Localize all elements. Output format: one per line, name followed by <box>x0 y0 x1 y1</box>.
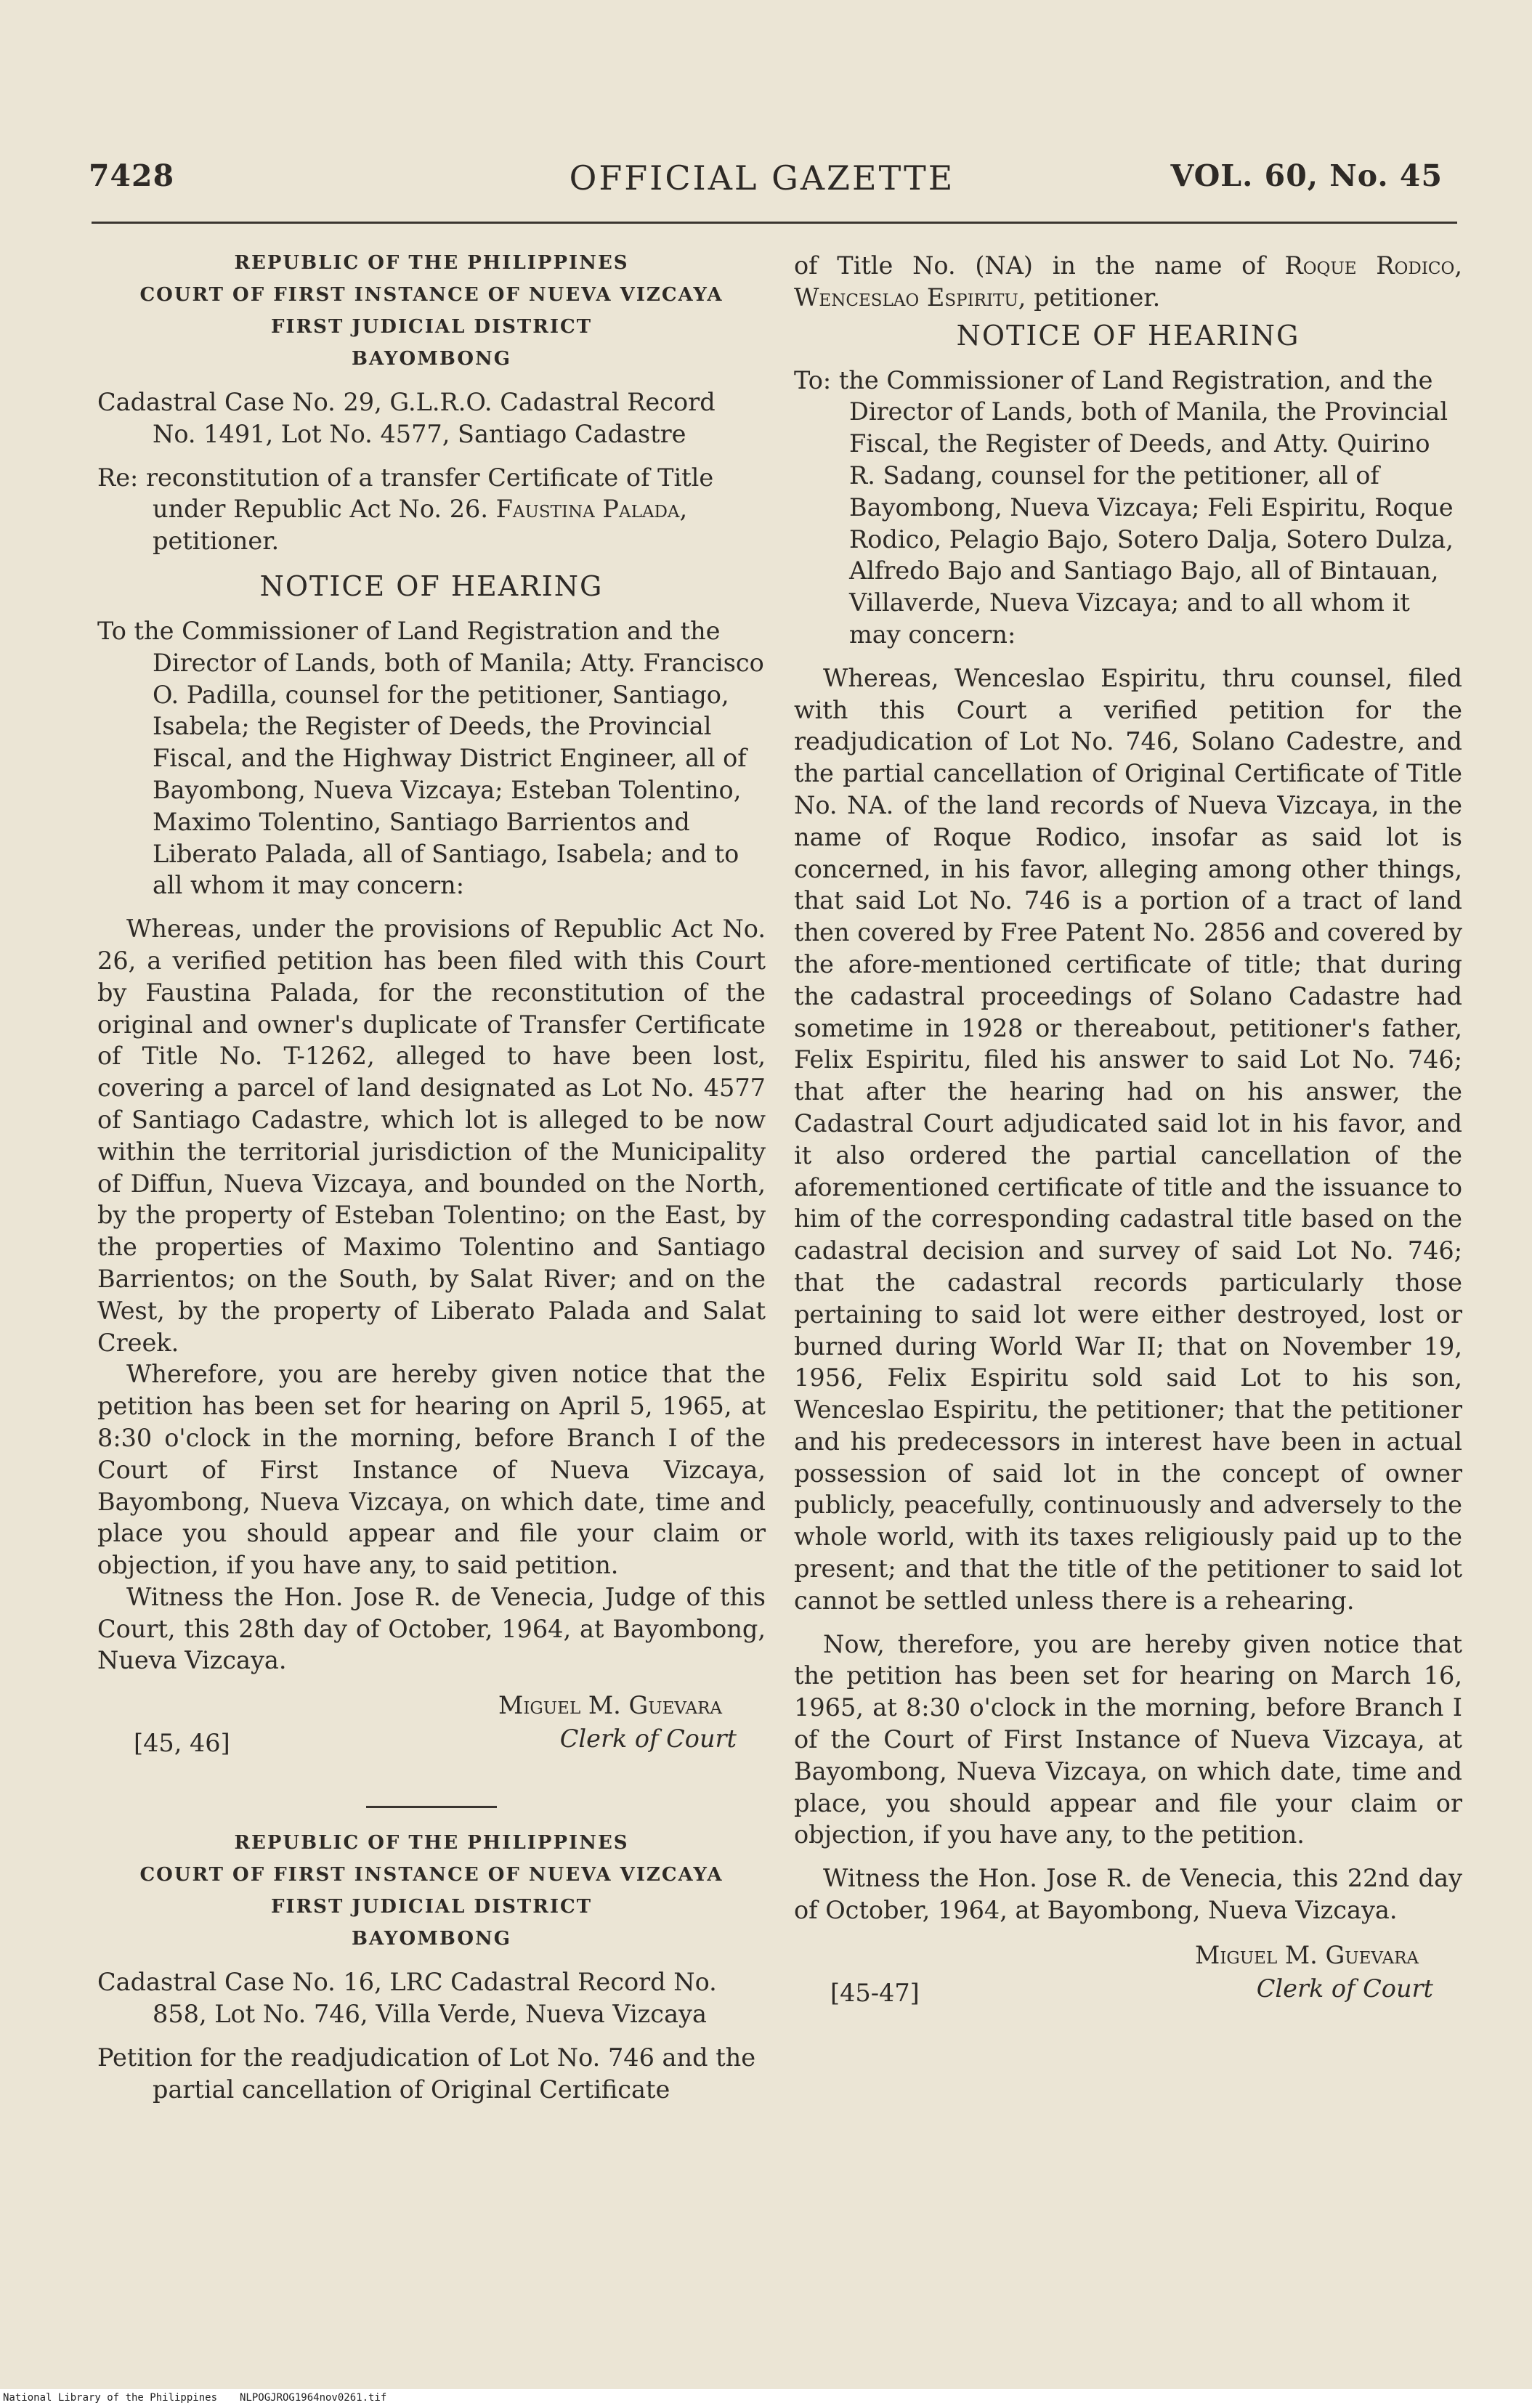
petitioner-name: Wenceslao Espiritu, <box>794 283 1026 312</box>
library-credit: National Library of the Philippines <box>3 2392 218 2404</box>
caption-line: FIRST JUDICIAL DISTRICT <box>270 1896 593 1918</box>
publication-title: OFFICIAL GAZETTE <box>569 158 955 198</box>
court-caption-2 <box>97 1827 766 1955</box>
petition-title-continued <box>794 250 1462 314</box>
petitioner-name: Faustina Palada, <box>495 495 688 524</box>
wherefore-paragraph-1: Wherefore, you are hereby given notice that the petition has been set for hearing on April 5, 1965, at 8:30 o'clock in the morning, before Branch I of the Court of First Instance of Nueva Vizcaya, Bayombong, Nueva Vizcaya, on which date, time and place you should appear and file your claim or objection, if you have any, to said petition. <box>97 1360 766 1580</box>
petitioner-label: petitioner. <box>153 527 280 556</box>
caption-line: BAYOMBONG <box>352 348 511 370</box>
caption-line: BAYOMBONG <box>352 1928 511 1950</box>
notice-heading-2: NOTICE OF HEARING <box>956 319 1300 352</box>
signature-block-2 <box>794 1939 1462 2027</box>
addressees-1: To the Commissioner of Land Registration and the Director of Lands, both of Manila; Atty. Francisco O. Padilla, counsel for the petitioner, Santiago, Isabela; the Register of Deeds, the Provincial Fiscal, and the Highway District Engineer, all of Bayombong, Nueva Vizcaya; Esteban Tolentino, Maximo Tolentino, Santiago Barrientos and Liberato Palada, all of Santiago, Isabela; and to all whom it may concern: <box>97 616 764 900</box>
owner-name: Roque Rodico, <box>1284 251 1463 280</box>
now-therefore-paragraph-2: Now, therefore, you are hereby given notice that the petition has been set for hearing on March 16, 1965, at 8:30 o'clock in the morning, before Branch I of the Court of First Instance of Nueva Vizcaya, at Bayombong, Nueva Vizcaya, on which date, time and place, you should appear and file your claim or objection, if you have any, to the petition. <box>794 1629 1462 1849</box>
section-divider <box>366 1806 497 1808</box>
witness-paragraph-1: Witness the Hon. Jose R. de Venecia, Judge of this Court, this 28th day of October, 1964, at Bayombong, Nueva Vizcaya. <box>97 1582 766 1675</box>
notice-heading-1: NOTICE OF HEARING <box>259 569 604 602</box>
witness-paragraph-2: Witness the Hon. Jose R. de Venecia, this 22nd day of October, 1964, at Bayombong, Nueva Vizcaya. <box>794 1864 1462 1925</box>
signer-title: Clerk of Court <box>1256 1974 1433 2003</box>
caption-line: COURT OF FIRST INSTANCE OF NUEVA VIZCAYA <box>139 284 724 306</box>
addressees-2: To: the Commissioner of Land Registration, and the Director of Lands, both of Manila, the Provincial Fiscal, the Register of Deeds, and Atty. Quirino R. Sadang, counsel for the petitioner, all of Bayombong, Nueva Vizcaya; Feli Espiritu, Roque Rodico, Pelagio Bajo, Sotero Dalja, Sotero Dulza, Alfredo Bajo and Santiago Bajo, all of Bintauan, Villaverde, Nueva Vizcaya; and to all whom it may concern: <box>794 365 1454 649</box>
re-line-1 <box>97 462 766 557</box>
signer-name: Miguel M. Guevara <box>1195 1940 1419 1969</box>
petition-continued-text: of Title No. (NA) in the name of <box>794 251 1265 280</box>
caption-line: REPUBLIC OF THE PHILIPPINES <box>234 252 629 274</box>
petitioner-label: petitioner. <box>1034 283 1161 312</box>
header-rule <box>92 222 1457 224</box>
page-header <box>81 158 1443 202</box>
signer-title: Clerk of Court <box>559 1724 737 1754</box>
whereas-paragraph-1: Whereas, under the provisions of Republic Act No. 26, a verified petition has been filed with this Court by Faustina Palada, for the reconstitution of the original and owner's duplicate of Transfer Certificate of Title No. T-1262, alleged to have been lost, covering a parcel of land designated as Lot No. 4577 of Santiago Cadastre, which lot is alleged to be now within the territorial jurisdiction of the Municipality of Diffun, Nueva Vizcaya, and bounded on the North, by the property of Esteban Tolentino; on the East, by the properties of Maximo Tolentino and Santiago Barrientos; on the South, by Salat River; and on the West, by the property of Liberato Palada and Salat Creek. <box>97 915 766 1357</box>
issue-reference: [45, 46] <box>134 1729 230 1758</box>
re-text: Re: reconstitution of a transfer Certificate of Title under Republic Act No. 26. <box>97 463 714 524</box>
whereas-paragraph-2: Whereas, Wenceslao Espiritu, thru counsel, filed with this Court a verified petition for the readjudication of Lot No. 746, Solano Cadestre, and the partial cancellation of Original Certificate of Title No. NA. of the land records of Nueva Vizcaya, in the name of Roque Rodico, insofar as said lot is concerned, in his favor, alleging among other things, that said Lot No. 746 is a portion of a tract of land then covered by Free Patent No. 2856 and covered by the afore-mentioned certificate of title; that during the cadastral proceedings of Solano Cadastre had sometime in 1928 or thereabout, petitioner's father, Felix Espiritu, filed his answer to said Lot No. 746; that after the hearing had on his answer, the Cadastral Court adjudicated said lot in his favor, and it also ordered the partial cancellation of the aforementioned certificate of title and the issuance to him of the corresponding cadastral title based on the cadastral decision and survey of said Lot No. 746; that the cadastral records particularly those pertaining to said lot were either destroyed, lost or burned during World War II; that on November 19, 1956, Felix Espiritu sold said Lot to his son, Wenceslao Espiritu, the petitioner; that the petitioner and his predecessors in interest have been in actual possession of said lot in the concept of owner publicly, peacefully, continuously and adversely to the whole world, with its taxes religiously paid up to the present; and that the title of the petitioner to said lot cannot be settled unless there is a rehearing. <box>794 663 1462 1615</box>
volume-number: VOL. 60, No. 45 <box>1170 158 1443 193</box>
caption-line: COURT OF FIRST INSTANCE OF NUEVA VIZCAYA <box>139 1864 724 1886</box>
petition-title-2: Petition for the readjudication of Lot No. 746 and the partial cancellation of Original Certificate <box>97 2043 756 2104</box>
scan-footer <box>0 2389 1532 2408</box>
page-number: 7428 <box>89 158 175 193</box>
caption-line: FIRST JUDICIAL DISTRICT <box>270 316 593 338</box>
case-number-2: Cadastral Case No. 16, LRC Cadastral Record No. 858, Lot No. 746, Villa Verde, Nueva Vizcaya <box>97 1968 717 2029</box>
right-column <box>794 247 1462 2027</box>
caption-line: REPUBLIC OF THE PHILIPPINES <box>234 1832 629 1854</box>
scan-filename: NLPOGJROG1964nov0261.tif <box>240 2392 387 2404</box>
signer-name: Miguel M. Guevara <box>498 1691 722 1720</box>
issue-reference: [45-47] <box>830 1978 920 2007</box>
signature-block-1 <box>97 1690 766 1777</box>
case-number-1: Cadastral Case No. 29, G.L.R.O. Cadastral Record No. 1491, Lot No. 4577, Santiago Cadastre <box>97 388 716 448</box>
court-caption-1 <box>97 247 766 375</box>
left-column <box>97 247 766 2117</box>
